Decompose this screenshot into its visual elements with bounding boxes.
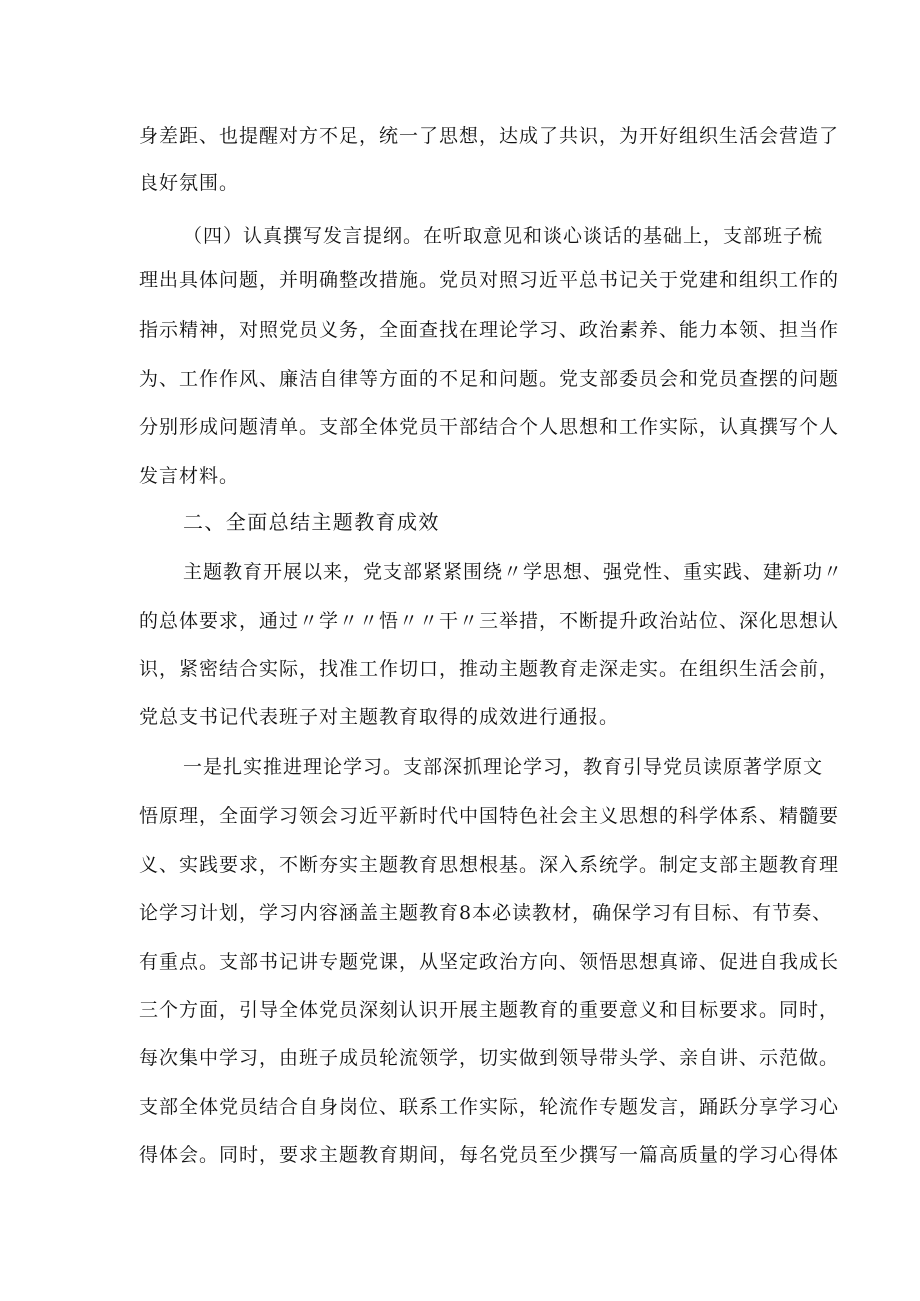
paragraph-heading-line: （四）认真撰写发言提纲。在听取意见和谈心谈话的基础上，支部班子梳 bbox=[183, 225, 824, 247]
text-line: 每次集中学习，由班子成员轮流领学，切实做到领导带头学、亲自讲、示范做。 bbox=[139, 1047, 840, 1069]
text-line: 身差距、也提醒对方不足，统一了思想，达成了共识，为开好组织生活会营造了 bbox=[139, 125, 840, 147]
text-line: 三个方面，引导全体党员深刻认识开展主题教育的重要意义和目标要求。同时， bbox=[139, 999, 840, 1021]
text-line: 为、工作作风、廉洁自律等方面的不足和问题。党支部委员会和党员查摆的问题 bbox=[139, 368, 840, 390]
text-line: 得体会。同时，要求主题教育期间，每名党员至少撰写一篇高质量的学习心得体 bbox=[139, 1144, 840, 1166]
text-line: 党总支书记代表班子对主题教育取得的成效进行通报。 bbox=[139, 706, 620, 728]
text-line: 指示精神，对照党员义务，全面查找在理论学习、政治素养、能力本领、担当作 bbox=[139, 319, 840, 341]
text-line: 识，紧密结合实际，找准工作切口，推动主题教育走深走实。在组织生活会前， bbox=[139, 658, 840, 680]
text-line: 发言材料。 bbox=[139, 465, 240, 487]
text-line: 论学习计划，学习内容涵盖主题教育8本必读教材，确保学习有目标、有节奏、 bbox=[139, 902, 833, 924]
text-line: 的总体要求，通过〃学〃〃悟〃〃干〃三举措，不断提升政治站位、深化思想认 bbox=[139, 610, 840, 632]
text-line: 支部全体党员结合自身岗位、联系工作实际，轮流作专题发言，踊跃分享学习心 bbox=[139, 1096, 840, 1118]
paragraph-heading-line: 一是扎实推进理论学习。支部深抓理论学习，教育引导党员读原著学原文 bbox=[183, 756, 824, 778]
text-line: 义、实践要求，不断夯实主题教育思想根基。深入系统学。制定支部主题教育理 bbox=[139, 854, 840, 876]
text-line: 主题教育开展以来，党支部紧紧围绕〃学思想、强党性、重实践、建新功〃 bbox=[183, 561, 844, 583]
text-line: 分别形成问题清单。支部全体党员干部结合个人思想和工作实际，认真撰写个人 bbox=[139, 416, 840, 438]
text-line: 理出具体问题，并明确整改措施。党员对照习近平总书记关于党建和组织工作的 bbox=[139, 269, 840, 291]
text-line: 悟原理，全面学习领会习近平新时代中国特色社会主义思想的科学体系、精髓要 bbox=[139, 805, 840, 827]
text-line: 良好氛围。 bbox=[139, 172, 240, 194]
section-heading: 二、全面总结主题教育成效 bbox=[183, 510, 440, 534]
text-line: 有重点。支部书记讲专题党课，从坚定政治方向、领悟思想真谛、促进自我成长 bbox=[139, 951, 840, 973]
